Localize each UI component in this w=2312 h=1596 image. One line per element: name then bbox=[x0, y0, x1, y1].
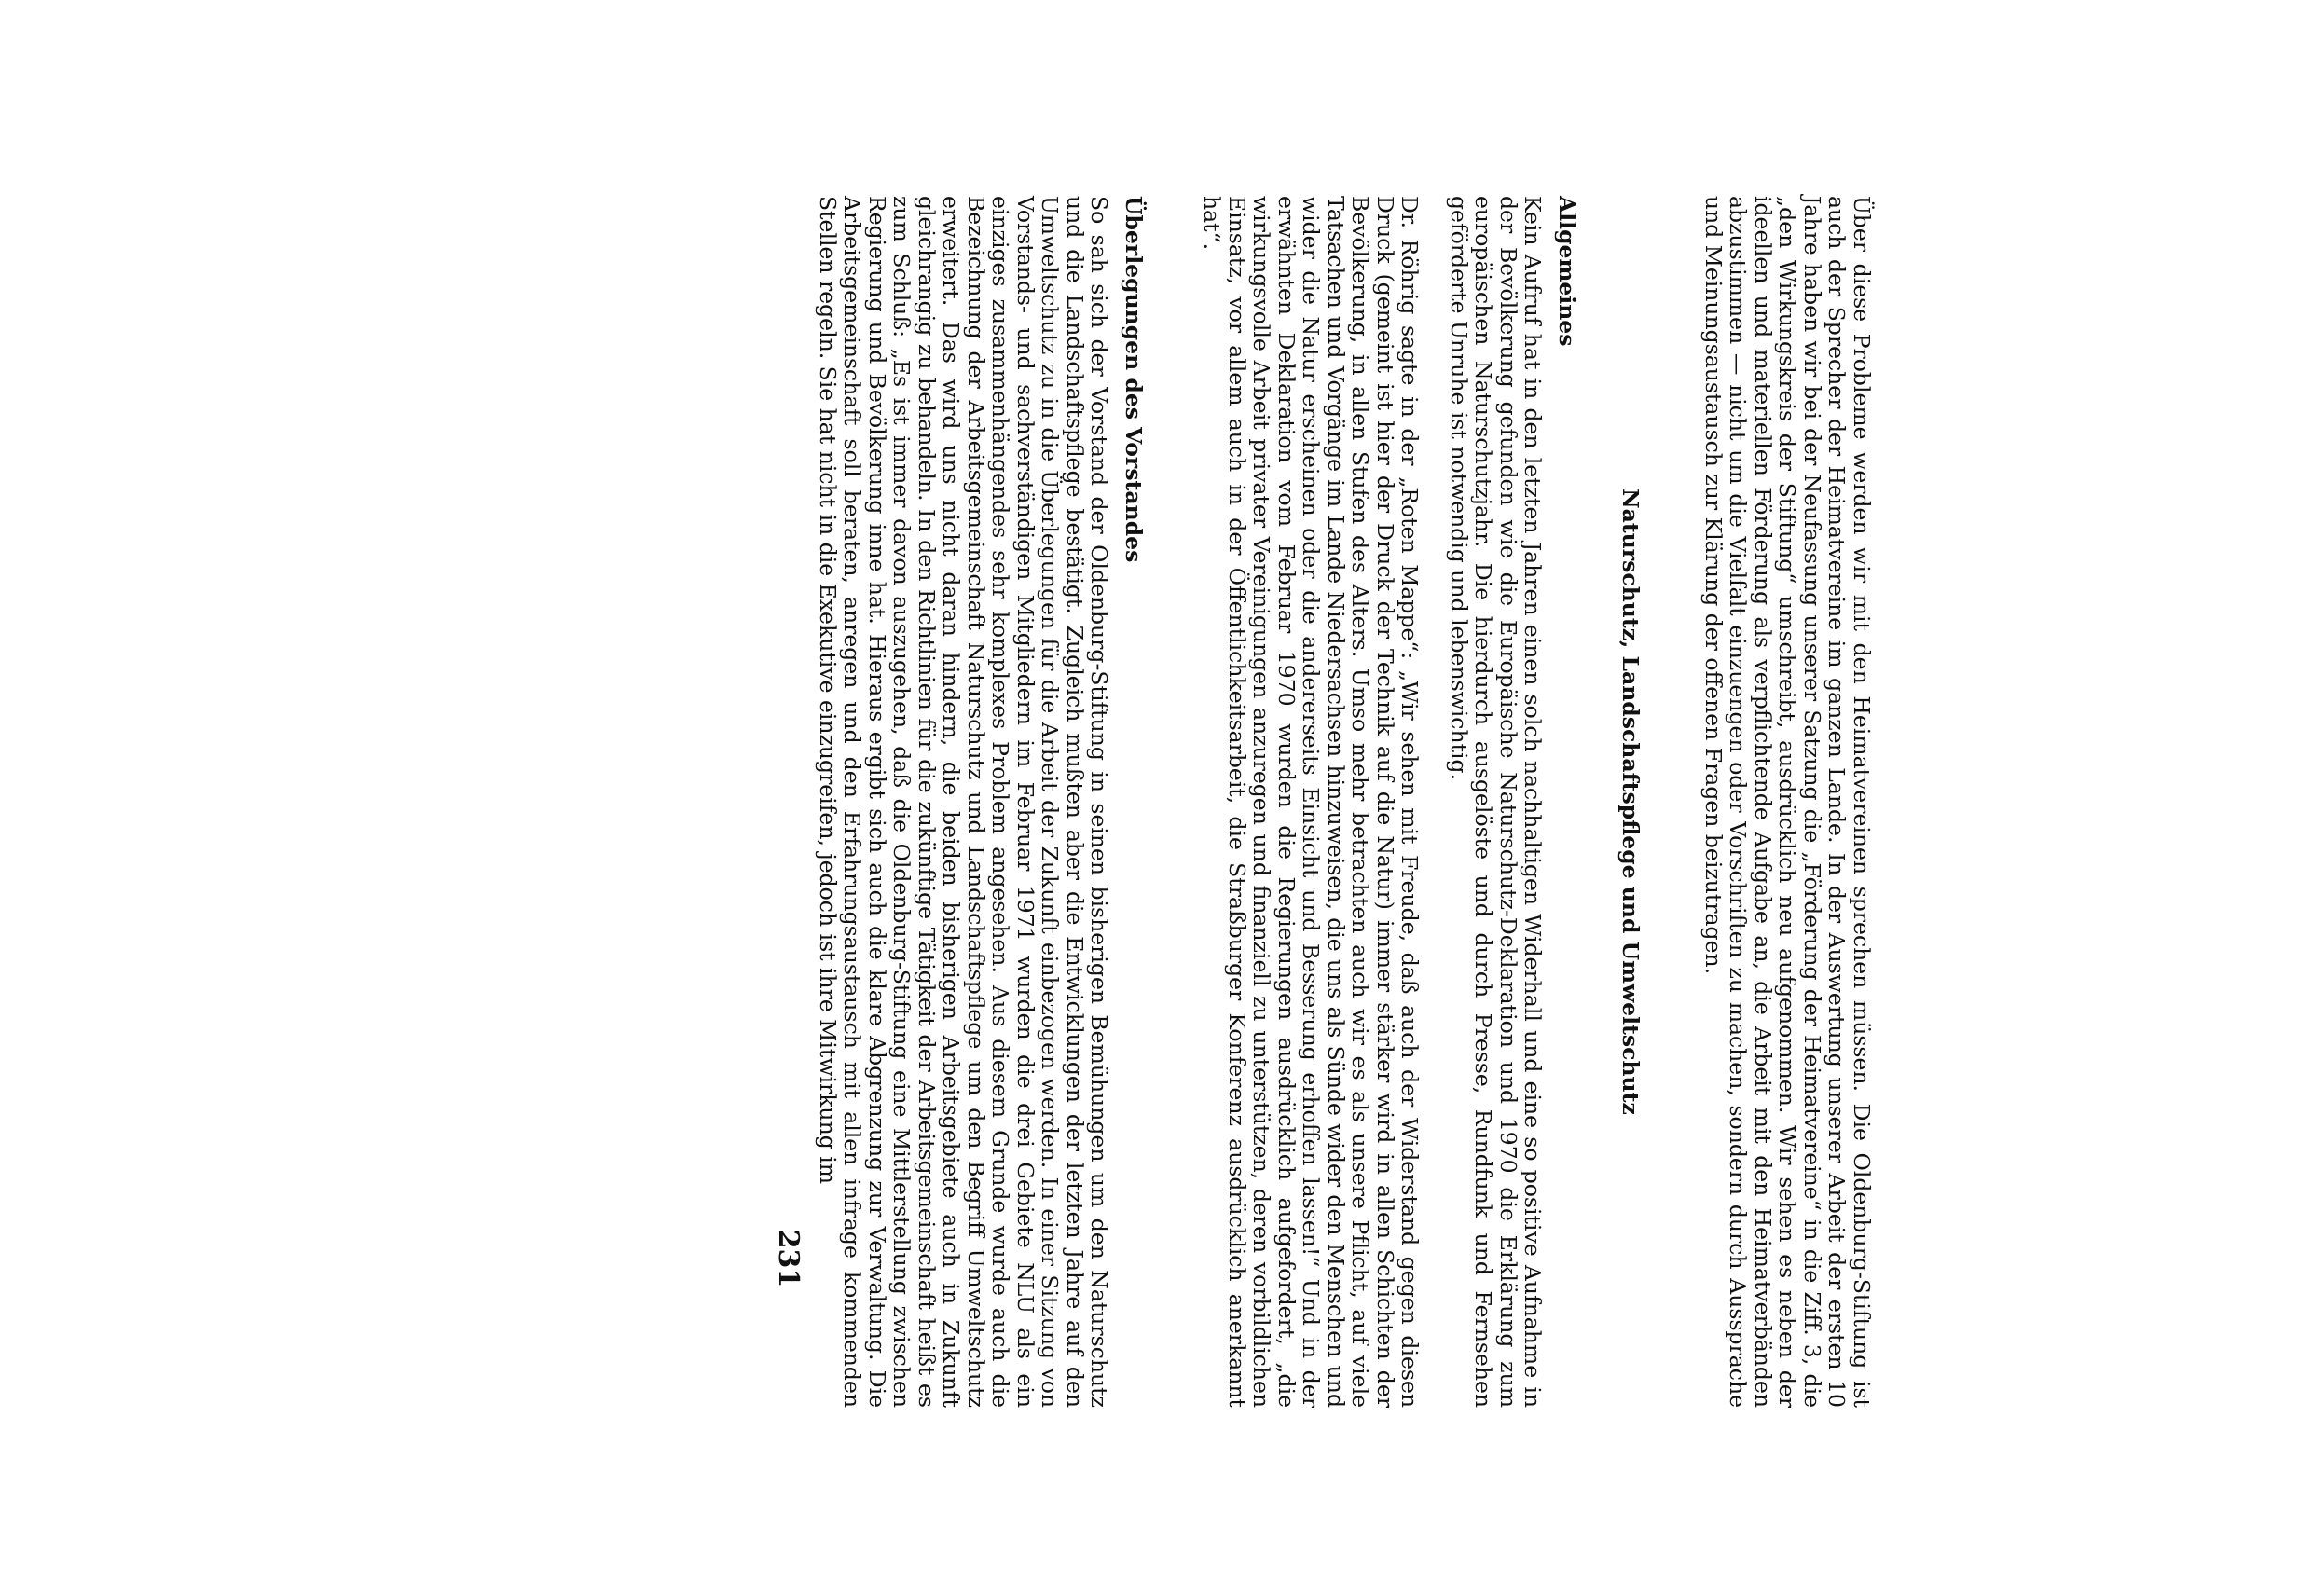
subheading-general: Allgemeines bbox=[1554, 196, 1580, 347]
section-spacer bbox=[1146, 196, 1200, 1408]
section-heading: Naturschutz, Landschaftspflege und Umweltschutz bbox=[1617, 488, 1645, 1115]
general-paragraph-1: Kein Aufruf hat in den letzten Jahren einen solch nachhaltigen Widerhall und eine so positive Aufnahme in der Bevölkerung gefunden wie die Europäische Naturschutz-Deklaration und 1970 die Erklärung zum europäischen Naturschutzjahr. Die hierdurch ausgelöste und durch Presse, Rundfunk und Fernsehen geförderte Unruhe ist notwendig und lebenswichtig. bbox=[1446, 196, 1547, 1408]
intro-paragraph: Über diese Probleme werden wir mit den Heimatvereinen sprechen müssen. Die Oldenburg-Stiftung ist auch der Sprecher der Heimatvereine im ganzen Lande. In der Auswertung unserer Arbeit der ersten 10 Jahre haben wir bei der Neufassung unserer Satzung die „Förderung der Heimatvereine“ in die Ziff. 3, die „den Wirkungskreis der Stiftung“ umschreibt, ausdrücklich neu aufgenommen. Wir sehen es neben der ideellen und materiellen Förderung als verpflichtende Aufgabe an, die Arbeit mit den Heimatverbänden abzustimmen — nicht um die Vielfalt einzuengen oder Vorschriften zu machen, sondern durch Aussprache und Meinungsaustausch zur Klärung der offenen Fragen beizutragen. bbox=[1700, 196, 1875, 1408]
page-number: 231 bbox=[772, 1229, 805, 1288]
subheading-board: Überlegungen des Vorstandes bbox=[1121, 196, 1147, 563]
page-content bbox=[308, 196, 1874, 1408]
general-paragraph-2: Dr. Röhrig sagte in der „Roten Mappe“: „Wir sehen mit Freude, daß auch der Widerstand gegen diesen Druck (gemeint ist hier der Druck der Technik auf die Natur) immer stärker wird in allen Schichten der Bevölkerung, in allen Stufen des Alters. Umso mehr betrachten auch wir es als unsere Pflicht, auf viele Tatsachen und Vorgänge im Lande Niedersachsen hinzuweisen, die uns als Sünde wider den Menschen und wider die Natur erscheinen oder die andererseits Einsicht und Besserung erhoffen lassen!“ Und in der erwähnten Deklaration vom Februar 1970 wurden die Regierungen ausdrücklich aufgefordert, „die wirkungsvolle Arbeit privater Vereinigungen anzuregen und finanziell zu unterstützen, deren vorbildlichen Einsatz, vor allem auch in der Öffentlichkeitsarbeit, die Straßburger Konferenz ausdrücklich anerkannt hat“. bbox=[1199, 196, 1424, 1408]
paragraph-spacer bbox=[1423, 196, 1447, 1408]
board-paragraph: So sah sich der Vorstand der Oldenburg-Stiftung in seinen bisherigen Bemühungen um den Naturschutz und die Landschaftspflege bestätigt. Zugleich mußten aber die Entwicklungen der letzten Jahre auf den Umweltschutz zu in die Überlegungen für die Arbeit der Zukunft einbezogen werden. In einer Sitzung von Vorstands- und sachverständigen Mitgliedern im Februar 1971 wurden die drei Gebiete NLU als ein einziges zusammenhängendes sehr komplexes Problem angesehen. Aus diesem Grunde wurde auch die Bezeichnung der Arbeitsgemeinschaft Naturschutz und Landschaftspflege um den Begriff Umweltschutz erweitert. Das wird uns nicht daran hindern, die beiden bisherigen Arbeitsgebiete auch in Zukunft gleichrangig zu behandeln. In den Richtlinien für die zukünftige Tätigkeit der Arbeitsgemeinschaft heißt es zum Schluß: „Es ist immer davon auszugehen, daß die Oldenburg-Stiftung eine Mittlerstellung zwischen Regierung und Bevölkerung inne hat. Hieraus ergibt sich auch die klare Abgrenzung zur Verwaltung. Die Arbeitsgemeinschaft soll beraten, anregen und den Erfahrungsaustausch mit allen infrage kommenden Stellen regeln. Sie hat nicht in die Exekutive einzugreifen, jedoch ist ihre Mitwirkung im bbox=[815, 196, 1113, 1408]
